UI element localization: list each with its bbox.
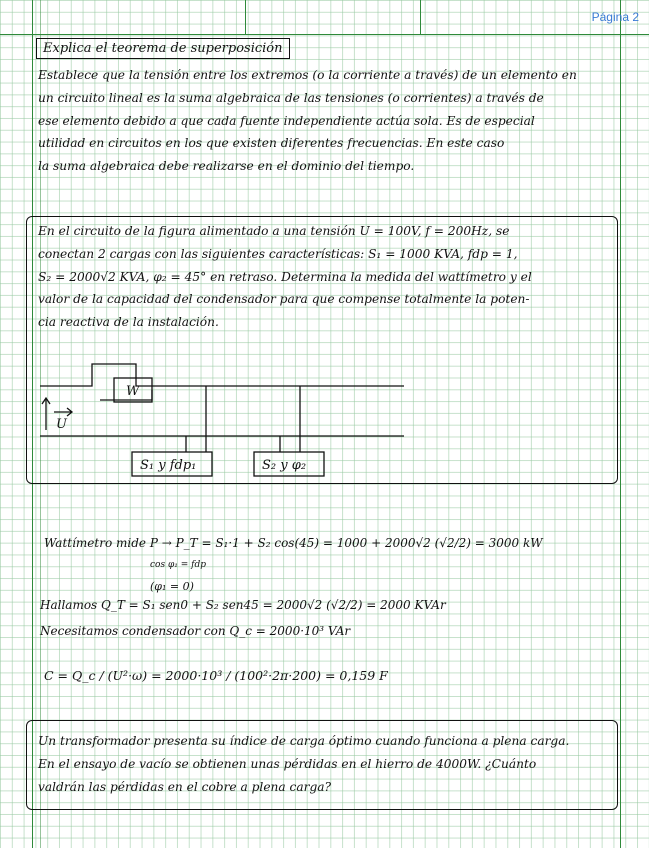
problem2-line: En el ensayo de vacío se obtienen unas pérdidas en el hierro de 4000W. ¿Cuánto <box>38 756 537 771</box>
voltage-arrow <box>42 398 50 430</box>
problem2-line: valdrán las pérdidas en el cobre a plena carga? <box>38 779 332 794</box>
load2-branch <box>280 386 300 452</box>
solution-note-2: (φ₁ = 0) <box>150 580 194 593</box>
problem1-line: conectan 2 cargas con las siguientes características: S₁ = 1000 KVA, fdp = 1, <box>38 246 518 261</box>
section-title: Explica el teorema de superposición <box>36 38 290 59</box>
problem1-line: En el circuito de la figura alimentado a una tensión U = 100V, f = 200Hz, se <box>38 224 510 238</box>
load1-branch <box>186 386 206 452</box>
section1-line: la suma algebraica debe realizarse en el dominio del tiempo. <box>38 159 415 174</box>
problem2-text <box>38 730 613 798</box>
load1-label: S₁ y fdp₁ <box>140 458 197 473</box>
section1-line: un circuito lineal es la suma algebraica de las tensiones (o corrientes) a través de <box>38 90 544 105</box>
wattmeter-label: W <box>126 384 140 399</box>
page-number: Página 2 <box>591 10 639 24</box>
section1-line: Establece que la tensión entre los extremos (o la corriente a través) de un elemento en <box>38 68 577 82</box>
section1-line: ese elemento debido a que cada fuente independiente actúa sola. Es de especial <box>38 113 535 128</box>
problem1-line: cia reactiva de la instalación. <box>38 315 219 330</box>
problem2-line: Un transformador presenta su índice de carga óptimo cuando funciona a plena carga. <box>38 734 570 748</box>
solution-note-1: cos φ₁ = fdp <box>150 560 206 570</box>
load2-label: S₂ y φ₂ <box>262 458 307 473</box>
solution-line-1: Wattímetro mide P → P_T = S₁·1 + S₂ cos(45) = 1000 + 2000√2 (√2/2) = 3000 kW <box>44 536 543 550</box>
source-arrow <box>54 408 72 416</box>
top-conductor <box>40 364 404 386</box>
section1-line: utilidad en circuitos en los que existen diferentes frecuencias. En este caso <box>38 136 505 151</box>
source-label: U <box>56 417 67 432</box>
solution-line-2: Hallamos Q_T = S₁ sen0 + S₂ sen45 = 2000√2 (√2/2) = 2000 KVAr <box>40 598 446 612</box>
problem1-line: valor de la capacidad del condensador para que compense totalmente la poten- <box>38 292 530 307</box>
solution-line-4: C = Q_c / (U²·ω) = 2000·10³ / (100²·2π·200) = 0,159 F <box>44 668 388 683</box>
problem1-line: S₂ = 2000√2 KVA, φ₂ = 45° en retraso. Determina la medida del wattímetro y el <box>38 269 532 284</box>
solution-line-3: Necesitamos condensador con Q_c = 2000·10³ VAr <box>40 624 351 638</box>
